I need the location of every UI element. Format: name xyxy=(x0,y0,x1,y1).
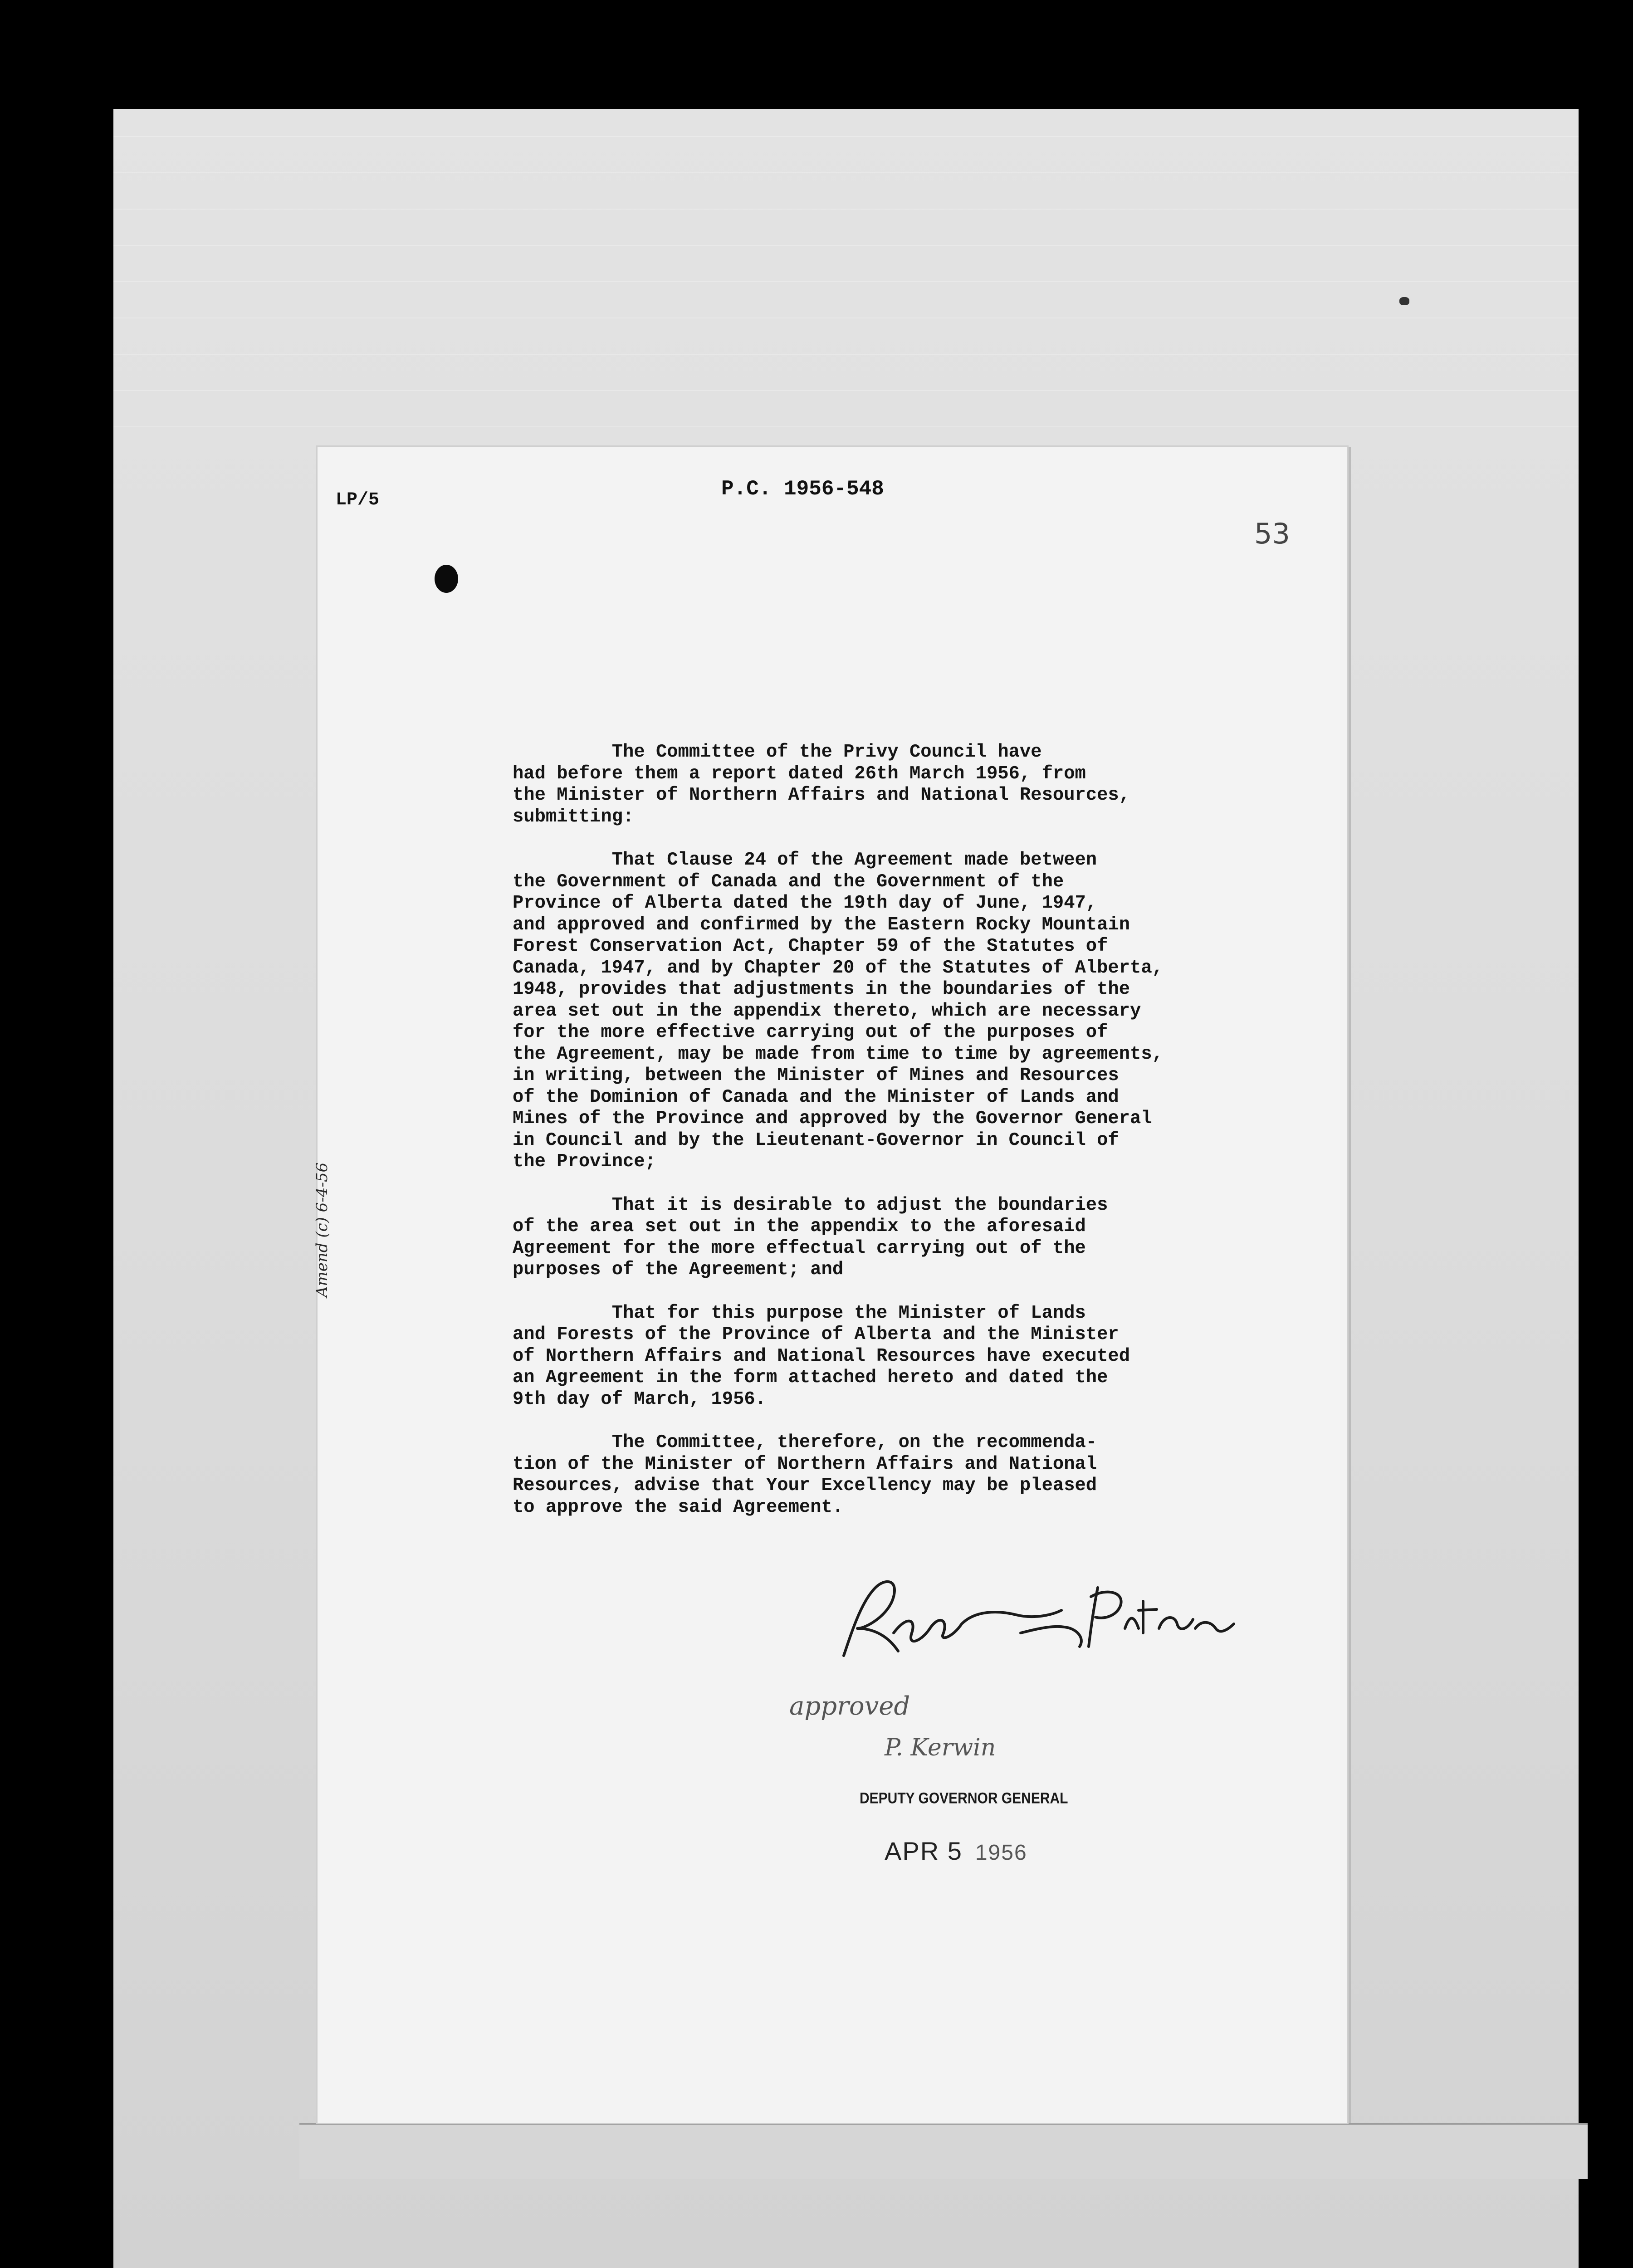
film-edge-mark xyxy=(1399,297,1409,305)
order-number: P.C. 1956-548 xyxy=(721,477,884,501)
order-body xyxy=(513,742,1275,1540)
approval-word: approved xyxy=(789,1691,910,1721)
film-scan-line xyxy=(113,245,1579,246)
film-scan-line xyxy=(113,136,1579,137)
handwritten-margin-note: Amend (c) 6-4-56 xyxy=(313,1162,331,1297)
paragraph-clause-24: That Clause 24 of the Agreement made between the Government of Canada and the Government of the Province of Alberta dated the 19th day of June, 1947, and approved and confirmed by the Eastern Rocky Mountain Forest Conservation Act, Chapter 59 of the Statutes of Canada, 1947, and by Chapter 20 of the Statutes of Alberta, 1948, provides that adjustments in the boundaries of the area set out in the appendix thereto, which are necessary for the more effective carrying out of the purposes of the Agreement, may be made from time to time by agreements, in writing, between the Minister of Mines and Resources of the Dominion of Canada and the Minister of Lands and Mines of the Province and approved by the Governor General in Council and by the Lieutenant-Governor in Council of the Province; xyxy=(513,850,1163,1172)
stamp-date-text: APR 5 xyxy=(885,1837,963,1865)
film-scan-line xyxy=(113,354,1579,355)
handwritten-signature xyxy=(826,1560,1252,1678)
page-number: 53 xyxy=(1254,517,1290,550)
paragraph-recommendation: The Committee, therefore, on the recommenda- tion of the Minister of Northern Affairs and National Resources, advise that Your Excellency may be pleased to approve the said Agreement. xyxy=(513,1432,1097,1518)
film-edge-mark xyxy=(54,168,68,195)
signature-text: Robertson Kinter xyxy=(1023,1670,1055,1675)
punch-hole xyxy=(435,565,458,593)
paragraph-intro: The Committee of the Privy Council have had before them a report dated 26th March 1956, from the Minister of Northern Affairs and National Resources, submitting: xyxy=(513,742,1130,827)
approval-date-stamp xyxy=(885,1836,1027,1866)
film-scan-line xyxy=(113,390,1579,391)
stamp-year: 1956 xyxy=(975,1841,1027,1865)
approval-initials: P. Kerwin xyxy=(885,1734,996,1761)
paragraph-purpose: That for this purpose the Minister of Lands and Forests of the Province of Alberta and the Minister of Northern Affairs and National Resources have executed an Agreement in the form attached hereto and dated the 9th day of March, 1956. xyxy=(513,1302,1130,1410)
file-reference: LP/5 xyxy=(336,490,380,510)
handwritten-approval xyxy=(780,1687,1107,1774)
film-scan-line xyxy=(113,426,1579,427)
film-scan-line xyxy=(113,172,1579,173)
film-scan-line xyxy=(113,281,1579,282)
underlying-page-edge xyxy=(299,2123,1588,2179)
paragraph-desirable: That it is desirable to adjust the boundaries of the area set out in the appendix to the aforesaid Agreement for the more effectual carrying out of the purposes of the Agreement; and xyxy=(513,1194,1108,1280)
film-scan-line xyxy=(113,209,1579,210)
deputy-governor-stamp: DEPUTY GOVERNOR GENERAL xyxy=(860,1789,1068,1807)
